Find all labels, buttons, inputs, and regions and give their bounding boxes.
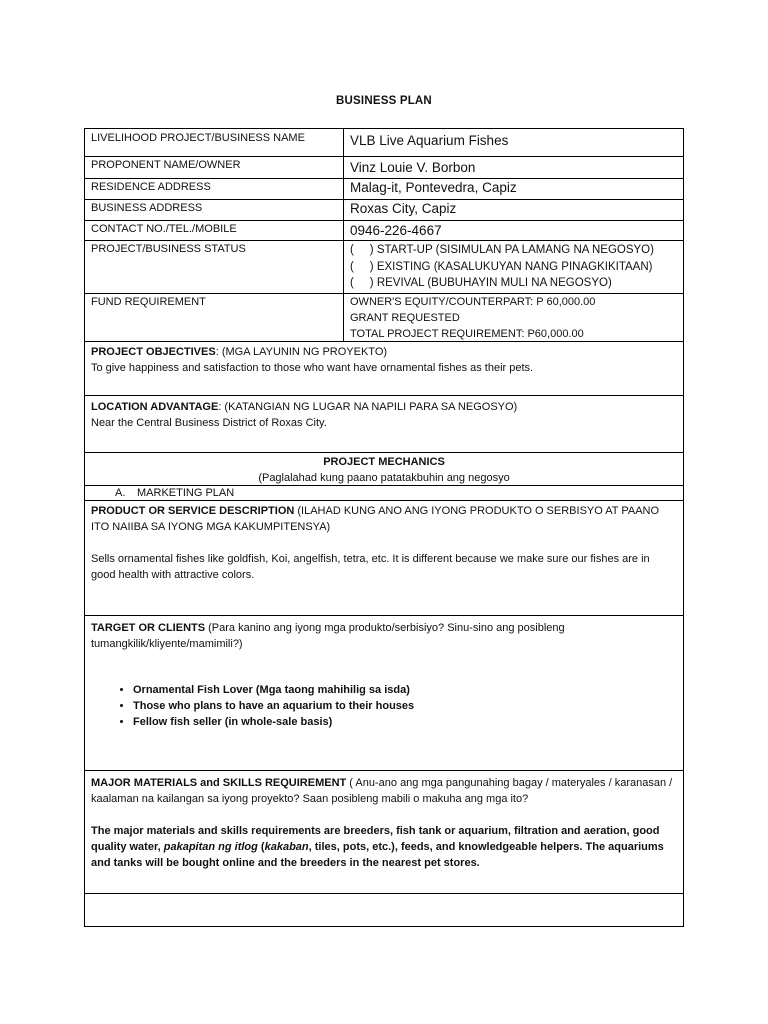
- status-option-startup: ( ) START-UP (SISIMULAN PA LAMANG NA NEGOSYO): [350, 244, 654, 256]
- materials-text-italic-1: pakapitan ng itlog: [163, 841, 258, 853]
- label-business-name: LIVELIHOOD PROJECT/BUSINESS NAME: [85, 129, 344, 156]
- materials-heading: MAJOR MATERIALS and SKILLS REQUIREMENT: [91, 777, 347, 789]
- value-residence: Malag-it, Pontevedra, Capiz: [350, 180, 517, 195]
- row-proponent: [85, 157, 683, 179]
- list-item: • Ornamental Fish Lover (Mga taong mahihilig sa isda): [133, 682, 677, 698]
- materials-text-c: , tiles, pots, etc.), feeds, and knowledgeable helpers. The aquariums and tanks will be bought online and the breeders in the nearest pet stores.: [91, 841, 664, 869]
- objectives-heading: PROJECT OBJECTIVES: [91, 346, 216, 358]
- row-empty: [85, 894, 683, 927]
- business-plan-table: [84, 128, 684, 927]
- page-title: BUSINESS PLAN: [336, 95, 432, 107]
- objectives-heading-note: : (MGA LAYUNIN NG PROYEKTO): [215, 346, 388, 358]
- row-fund: [85, 294, 683, 342]
- fund-owner-equity: OWNER'S EQUITY/COUNTERPART: P 60,000.00: [350, 296, 596, 308]
- marketing-letter: A.: [115, 487, 126, 499]
- fund-grant-requested: GRANT REQUESTED: [350, 312, 460, 324]
- list-item: • Those who plans to have an aquarium to their houses: [133, 698, 677, 714]
- target-heading: TARGET OR CLIENTS: [91, 622, 206, 634]
- row-product: [85, 501, 683, 616]
- list-item: • Fellow fish seller (in whole-sale basis): [133, 714, 677, 730]
- status-option-revival: ( ) REVIVAL (BUBUHAYIN MULI NA NEGOSYO): [350, 277, 612, 289]
- materials-text-b: (: [257, 841, 265, 853]
- label-contact: CONTACT NO./TEL./MOBILE: [85, 221, 344, 240]
- product-heading: PRODUCT OR SERVICE DESCRIPTION: [91, 505, 295, 517]
- target-heading-note: (Para kanino ang iyong mga produkto/serbisiyo? Sinu-sino ang posibleng tumangkilik/kliyente/mamimili?): [91, 622, 565, 650]
- label-proponent: PROPONENT NAME/OWNER: [85, 157, 344, 178]
- row-contact: [85, 221, 683, 241]
- objectives-section: [85, 342, 683, 395]
- product-text: Sells ornamental fishes like goldfish, Koi, angelfish, tetra, etc. It is different because we make sure our fishes are in good health with attractive colors.: [91, 553, 650, 581]
- mechanics-heading: PROJECT MECHANICS: [323, 456, 445, 468]
- location-text: Near the Central Business District of Roxas City.: [91, 417, 327, 429]
- row-marketing: [85, 486, 683, 501]
- fund-lines: [344, 294, 683, 341]
- label-status: PROJECT/BUSINESS STATUS: [85, 241, 344, 293]
- row-mechanics: [85, 453, 683, 486]
- fund-total: TOTAL PROJECT REQUIREMENT: P60,000.00: [350, 328, 584, 340]
- location-heading: LOCATION ADVANTAGE: [91, 401, 219, 413]
- value-business-name: VLB Live Aquarium Fishes: [350, 133, 509, 148]
- location-section: [85, 396, 683, 452]
- location-heading-note: : (KATANGIAN NG LUGAR NA NAPILI PARA SA NEGOSYO): [218, 401, 518, 413]
- status-options: [344, 241, 683, 293]
- value-proponent: Vinz Louie V. Borbon: [350, 160, 476, 175]
- value-business-address: Roxas City, Capiz: [350, 201, 457, 216]
- product-section: [85, 501, 683, 615]
- row-status: [85, 241, 683, 294]
- target-section: [85, 616, 683, 770]
- materials-text-italic-2: kakaban: [264, 841, 309, 853]
- objectives-text: To give happiness and satisfaction to those who want have ornamental fishes as their pets.: [91, 362, 534, 374]
- label-residence: RESIDENCE ADDRESS: [85, 179, 344, 199]
- target-list: [91, 682, 677, 730]
- materials-text-a: The major materials and skills requirements are breeders, fish tank or aquarium, filtration and aeration, good quality water,: [91, 825, 660, 853]
- status-option-existing: ( ) EXISTING (KASALUKUYAN NANG PINAGKIKITAAN): [350, 260, 653, 273]
- value-contact: 0946-226-4667: [350, 223, 442, 238]
- mechanics-subheading: (Paglalahad kung paano patatakbuhin ang negosyo: [258, 472, 510, 484]
- row-target: [85, 616, 683, 771]
- row-business-name: [85, 129, 683, 157]
- label-fund: FUND REQUIREMENT: [85, 294, 344, 341]
- materials-text: [91, 823, 677, 871]
- marketing-plan: [85, 486, 683, 500]
- row-business-address: [85, 200, 683, 221]
- materials-section: [85, 771, 683, 893]
- product-heading-note: (ILAHAD KUNG ANO ANG IYONG PRODUKTO O SERBISYO AT PAANO ITO NAIIBA SA IYONG MGA KAKUMPITENSYA): [91, 505, 660, 533]
- label-business-address: BUSINESS ADDRESS: [85, 200, 344, 220]
- row-objectives: [85, 342, 683, 396]
- marketing-label: MARKETING PLAN: [137, 487, 235, 499]
- materials-heading-note: ( Anu-ano ang mga pangunahing bagay / materyales / karanasan / kaalaman na kailangan sa iyong proyekto? Saan posibleng mabili o makuha ang mga ito?: [91, 777, 673, 805]
- row-materials: [85, 771, 683, 894]
- empty-section: [85, 894, 683, 926]
- row-location: [85, 396, 683, 453]
- row-residence: [85, 179, 683, 200]
- mechanics-section: [85, 453, 683, 485]
